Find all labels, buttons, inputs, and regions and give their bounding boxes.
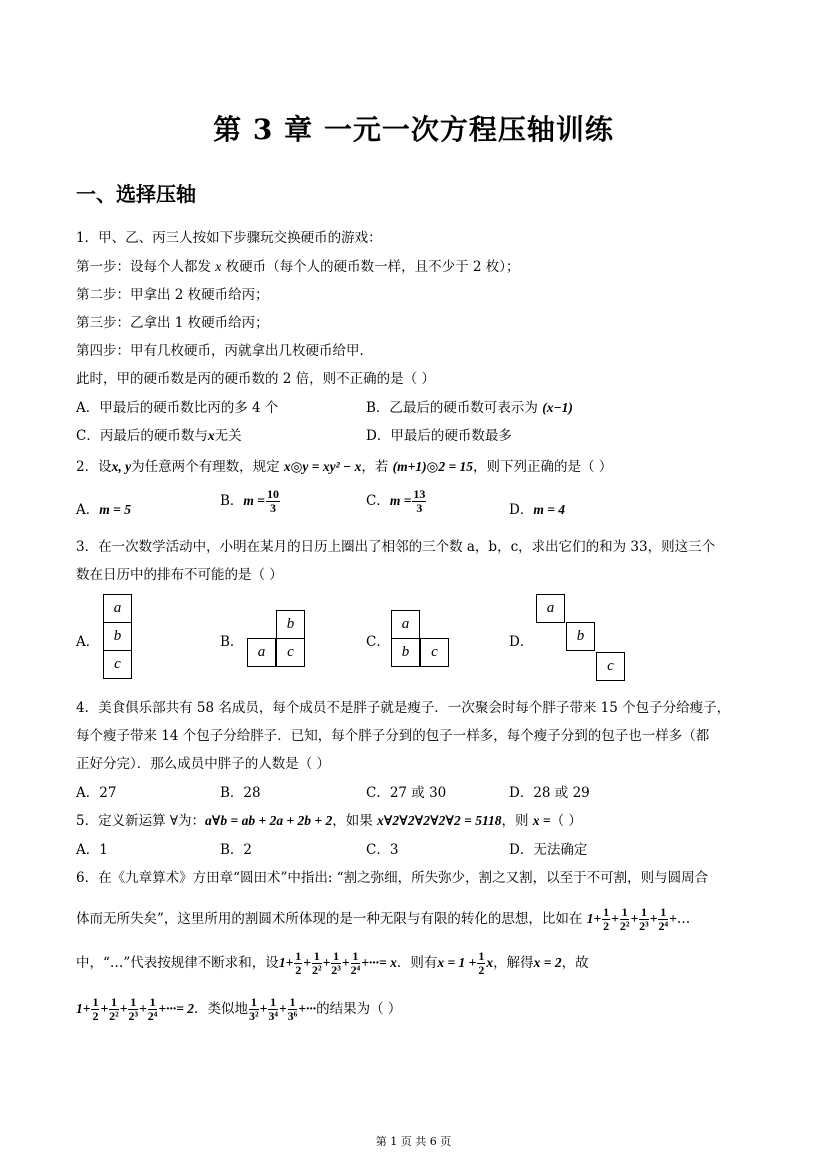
calendar-cell-c: c xyxy=(420,638,449,667)
page-title: 第 3 章 一元一次方程压轴训练 xyxy=(213,113,614,146)
calendar-cell-b: b xyxy=(276,610,305,639)
calendar-cell-a: a xyxy=(536,594,565,623)
page-footer: 第 1 页 共 6 页 xyxy=(375,1135,452,1148)
q4-option-c: C．27 或 30 xyxy=(366,785,447,801)
q3-option-c-label: C． xyxy=(366,634,390,650)
q4-line1: 4．美食俱乐部共有 58 名成员，每个成员不是胖子就是瘦子．一次聚会时每个胖子带来 15 个包子分给瘦子， xyxy=(76,700,731,716)
section-heading: 一、选择压轴 xyxy=(76,182,196,206)
calendar-cell-b: b xyxy=(391,638,420,667)
q6-line2: 体而无所失矣”，这里所用的割圆术所体现的是一种无限与有限的转化的思想，比如在 1+ $\frac{1}{2}$ + $\frac{1}{\text{2²}}$ + $\frac{1}{\text{2³}}$ + $\frac{1}{\text{2⁴}}$ +… xyxy=(76,905,691,933)
q5-option-b: B．2 xyxy=(220,842,253,858)
calendar-cell-a: a xyxy=(103,594,132,623)
q5-stem: 5．定义新运算 ∀为：a∀b = ab + 2a + 2b + 2，如果 x∀2∀2∀2∀2∀2 = 5118，则 x =（ ） xyxy=(76,813,582,829)
q1-step4: 第四步：甲有几枚硬币，丙就拿出几枚硬币给甲． xyxy=(76,343,373,359)
q2-option-d: D．m = 4 xyxy=(509,502,566,518)
q5-option-a: A．1 xyxy=(76,842,108,858)
q1-option-b: B．乙最后的硬币数可表示为 (x−1) xyxy=(366,400,573,416)
calendar-cell-a: a xyxy=(391,610,420,639)
calendar-cell-b: b xyxy=(103,622,132,651)
calendar-cell-b: b xyxy=(566,622,595,651)
q6-line4: 1+ $\frac{1}{2}$ + $\frac{1}{\text{2²}}$ + $\frac{1}{\text{2³}}$ + $\frac{1}{\text{2⁴}}$ +···= 2．类似地 $\frac{1}{\text{3²}}$ + $\frac{1}{\text{3⁴}}$ + $\frac{1}{\text{3⁶}}$ +···的结果为（ ） xyxy=(76,995,402,1023)
q5-option-c: C．3 xyxy=(366,842,399,858)
q1-option-c: C．丙最后的硬币数与x无关 xyxy=(76,428,242,444)
q6-line1: 6．在《九章算术》方田章“圆田术”中指出: “割之弥细，所失弥少，割之又割，以至于不可割，则与圆周合 xyxy=(76,870,709,886)
q1-step1: 第一步：设每个人都发 x 枚硬币（每个人的硬币数一样，且不少于 2 枚）； xyxy=(76,259,520,275)
q6-line3: 中，“…”代表按规律不断求和，设1+ $\frac{1}{2}$ + $\frac{1}{\text{2²}}$ + $\frac{1}{\text{2³}}$ + $\frac{1}{\text{2⁴}}$ +···= x．则有x = 1 + $\frac{1}{2}$ x，解得x = 2，故 xyxy=(76,949,589,977)
q4-option-b: B．28 xyxy=(220,785,261,801)
calendar-cell-c: c xyxy=(103,650,132,679)
q1-step3: 第三步：乙拿出 1 枚硬币给丙； xyxy=(76,315,269,331)
calendar-cell-c: c xyxy=(596,652,625,681)
q2-option-b: B．m = $\frac{10}{3}$ xyxy=(220,487,279,515)
q5-option-d: D．无法确定 xyxy=(509,842,588,858)
q1-step2: 第二步：甲拿出 2 枚硬币给丙； xyxy=(76,287,269,303)
q3-option-b-label: B． xyxy=(220,634,244,650)
q3-line2: 数在日历中的排布不可能的是（ ） xyxy=(76,567,283,583)
q4-line3: 正好分完）．那么成员中胖子的人数是（ ） xyxy=(76,756,331,772)
calendar-cell-a: a xyxy=(247,638,276,667)
calendar-cell-c: c xyxy=(276,638,305,667)
q2-stem: 2．设x, y为任意两个有理数，规定 x◎y = xy² − x，若 (m+1)◎2 = 15，则下列正确的是（ ） xyxy=(76,459,613,475)
q4-line2: 每个瘦子带来 14 个包子分给胖子．已知，每个胖子分到的包子一样多，每个瘦子分到的包子也一样多（都 xyxy=(76,728,710,744)
q4-option-a: A．27 xyxy=(76,785,117,801)
q4-option-d: D．28 或 29 xyxy=(509,785,590,801)
q1-ask: 此时，甲的硬币数是丙的硬币数的 2 倍，则不正确的是（ ） xyxy=(76,371,435,387)
q3-line1: 3．在一次数学活动中，小明在某月的日历上圈出了相邻的三个数 a，b，c，求出它们的和为 33，则这三个 xyxy=(76,539,716,555)
q3-option-a-label: A． xyxy=(76,634,100,650)
q1-option-d: D．甲最后的硬币数最多 xyxy=(366,428,512,444)
q1-stem: 1．甲、乙、丙三人按如下步骤玩交换硬币的游戏： xyxy=(76,230,382,246)
q1-option-a: A．甲最后的硬币数比丙的多 4 个 xyxy=(76,400,279,416)
q3-option-d-label: D． xyxy=(509,634,534,650)
q2-option-c: C．m = $\frac{13}{3}$ xyxy=(366,487,426,515)
q2-option-a: A．m = 5 xyxy=(76,502,131,518)
